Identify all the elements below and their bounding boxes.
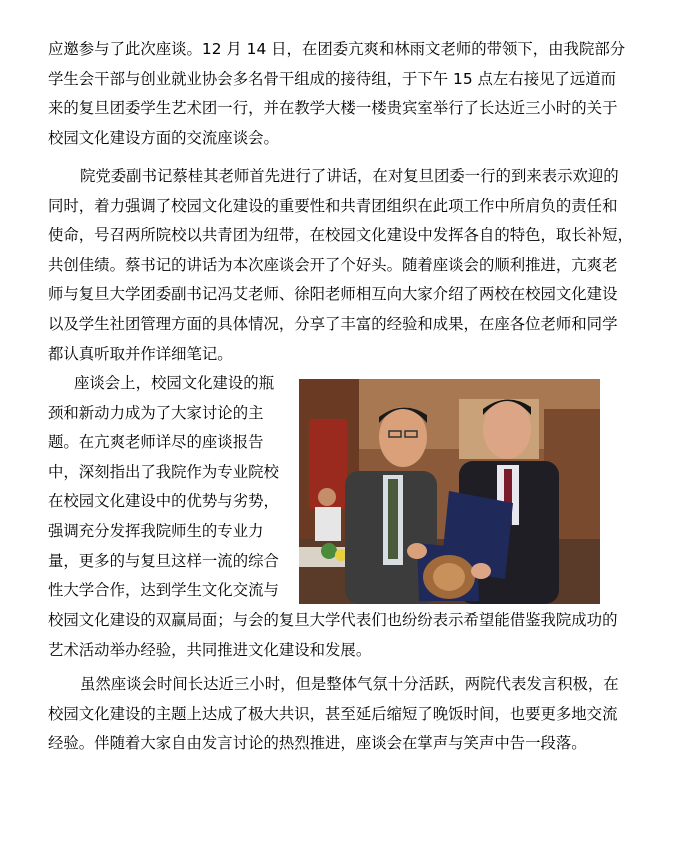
text-line: 虽然座谈会时间长达近三小时，但是整体气氛十分活跃，两院代表发言积极，在 (80, 675, 619, 693)
text-line: 座谈会上，校园文化建设的瓶 (74, 374, 275, 392)
text-line: 共创佳绩。蔡书记的讲话为本次座谈会开了个好头。随着座谈会的顺利推进，亢爽老 (48, 255, 618, 274)
paragraph-4 (48, 606, 637, 665)
text-line: 院党委副书记蔡桂其老师首先进行了讲话，在对复旦团委一行的到来表示欢迎的 (80, 167, 619, 185)
text-line: 颈和新动力成为了大家讨论的主 (48, 403, 264, 422)
text-line: 性大学合作，达到学生文化交流与 (48, 581, 279, 600)
text-line: 艺术活动举办经验，共同推进文化建设和发展。 (48, 640, 372, 659)
paragraph-2 (48, 162, 637, 369)
paragraph-1 (48, 35, 637, 153)
text-line: 题。在亢爽老师详尽的座谈报告 (48, 433, 264, 452)
text-line: 强调充分发挥我院师生的专业力 (48, 521, 264, 540)
text-line: 同时，着力强调了校园文化建设的重要性和共青团组织在此项工作中所肩负的责任和 (48, 196, 618, 215)
text-line: 经验。伴随着大家自由发言讨论的热烈推进，座谈会在掌声与笑声中告一段落。 (48, 734, 587, 753)
meeting-photo (299, 379, 600, 604)
text-line: 应邀参与了此次座谈。12 月 14 日，在团委亢爽和林雨文老师的带领下，由我院部分 (48, 40, 626, 58)
text-line: 量，更多的与复旦这样一流的综合 (48, 551, 279, 570)
text-line: 使命，号召两所院校以共青团为纽带，在校园文化建设中发挥各自的特色，取长补短， (48, 226, 633, 245)
text-line: 来的复旦团委学生艺术团一行，并在教学大楼一楼贵宾室举行了长达近三小时的关于 (48, 99, 618, 118)
text-line: 师与复旦大学团委副书记冯艾老师、徐阳老师相互向大家介绍了两校在校园文化建设 (48, 285, 618, 304)
text-line: 在校园文化建设中的优势与劣势， (48, 492, 279, 511)
text-line: 中，深刻指出了我院作为专业院校 (48, 462, 279, 481)
text-line: 校园文化建设的主题上达成了极大共识，甚至延后缩短了晚饭时间，也要更多地交流 (48, 704, 618, 723)
text-line: 校园文化建设的双赢局面；与会的复旦大学代表们也纷纷表示希望能借鉴我院成功的 (48, 611, 618, 629)
text-line: 校园文化建设方面的交流座谈会。 (48, 128, 279, 147)
text-line: 学生会干部与创业就业协会多名骨干组成的接待组，于下午 15 点左右接见了远道而 (48, 69, 617, 88)
text-line: 都认真听取并作详细笔记。 (48, 344, 233, 363)
text-line: 以及学生社团管理方面的具体情况，分享了丰富的经验和成果，在座各位老师和同学 (48, 314, 618, 333)
paragraph-5 (48, 670, 637, 759)
